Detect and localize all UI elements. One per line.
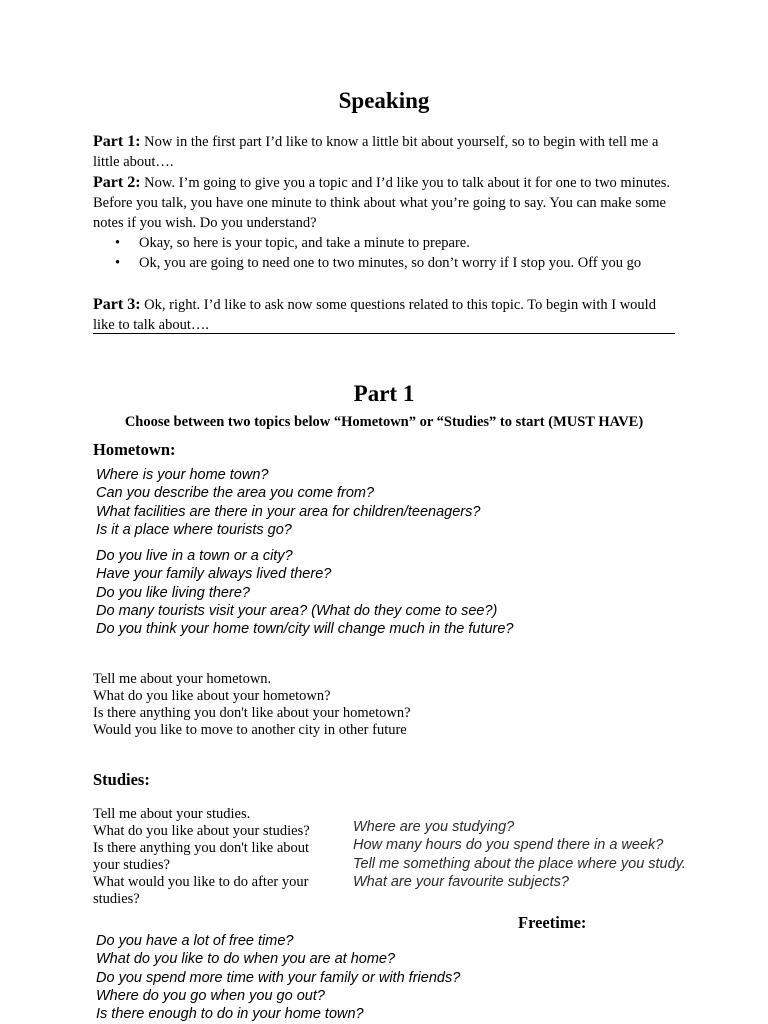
hometown-questions-group1 [96, 466, 480, 539]
part1-heading: Part 1 [353, 381, 415, 406]
list-item: What facilities are there in your area for children/teenagers? [96, 503, 481, 520]
freetime-questions [96, 932, 460, 1023]
intro-part3-text: Ok, right. I’d like to ask now some questions related to this topic. To begin with I would like to talk about…. [93, 297, 656, 333]
list-item: What do you like about your studies? [93, 823, 310, 839]
list-item: Do you think your home town/city will change much in the future? [96, 621, 514, 638]
list-item: What do you like to do when you are at home? [96, 951, 396, 968]
list-item: Is there anything you don't like about your hometown? [93, 705, 411, 721]
hometown-label: Hometown: [93, 440, 176, 459]
part1-instruction: Choose between two topics below “Hometown” or “Studies” to start (MUST HAVE) [124, 414, 644, 430]
list-item: What are your favourite subjects? [353, 873, 569, 890]
list-item: Do you spend more time with your family or with friends? [96, 969, 461, 986]
intro-part1-paragraph [93, 132, 675, 172]
page-title: Speaking [338, 88, 430, 113]
list-item: Where do you go when you go out? [96, 987, 325, 1004]
list-item: What do you like about your hometown? [93, 688, 331, 704]
list-item: Tell me about your studies. [93, 806, 251, 822]
list-item: Where is your home town? [96, 467, 269, 483]
list-item: Is there enough to do in your home town? [96, 1006, 364, 1023]
intro-part2-text: Now. I’m going to give you a topic and I’d like you to talk about it for one to two minutes. Before you talk, you have one minute to think about what you’re going to say. You can make some notes if you wish. Do you understand? [93, 175, 670, 231]
list-item: Is it a place where tourists go? [96, 521, 292, 538]
intro-part2-paragraph [93, 173, 675, 233]
hometown-questions-serif [93, 671, 411, 739]
intro-part2-label: Part 2: [93, 174, 141, 191]
list-item: Would you like to move to another city in other future [93, 722, 407, 738]
list-item: Where are you studying? [353, 819, 515, 835]
list-item: Can you describe the area you come from? [96, 485, 375, 502]
list-item: How many hours do you spend there in a week? [353, 837, 664, 854]
list-item: Do you like living there? [96, 584, 250, 601]
list-item: Do you live in a town or a city? [96, 548, 293, 564]
intro-part1-label: Part 1: [93, 133, 141, 150]
list-item: • Ok, you are going to need one to two minutes, so don’t worry if I stop you. Off you go [93, 253, 675, 273]
list-item: Do you have a lot of free time? [96, 933, 294, 949]
studies-label: Studies: [93, 770, 150, 789]
studies-questions-serif [93, 806, 333, 908]
list-item: Is there anything you don't like about your studies? [93, 840, 310, 873]
list-item: • Okay, so here is your topic, and take a minute to prepare. [93, 233, 675, 253]
intro-part2-bullets [93, 233, 675, 273]
list-item: Tell me about your hometown. [93, 671, 272, 687]
section-divider [93, 333, 675, 334]
intro-part3-label: Part 3: [93, 296, 141, 313]
studies-questions-sans [353, 818, 686, 891]
hometown-questions-group2 [96, 547, 514, 638]
intro-part1-text: Now in the first part I’d like to know a little bit about yourself, so to begin with tell me a little about…. [93, 134, 659, 170]
list-item: What would you like to do after your studies? [93, 874, 309, 907]
intro-part3-paragraph [93, 295, 675, 335]
list-item: Do many tourists visit your area? (What do they come to see?) [96, 602, 498, 619]
freetime-label: Freetime: [518, 913, 587, 932]
list-item: Have your family always lived there? [96, 566, 332, 583]
list-item: Tell me something about the place where you study. [353, 855, 686, 872]
